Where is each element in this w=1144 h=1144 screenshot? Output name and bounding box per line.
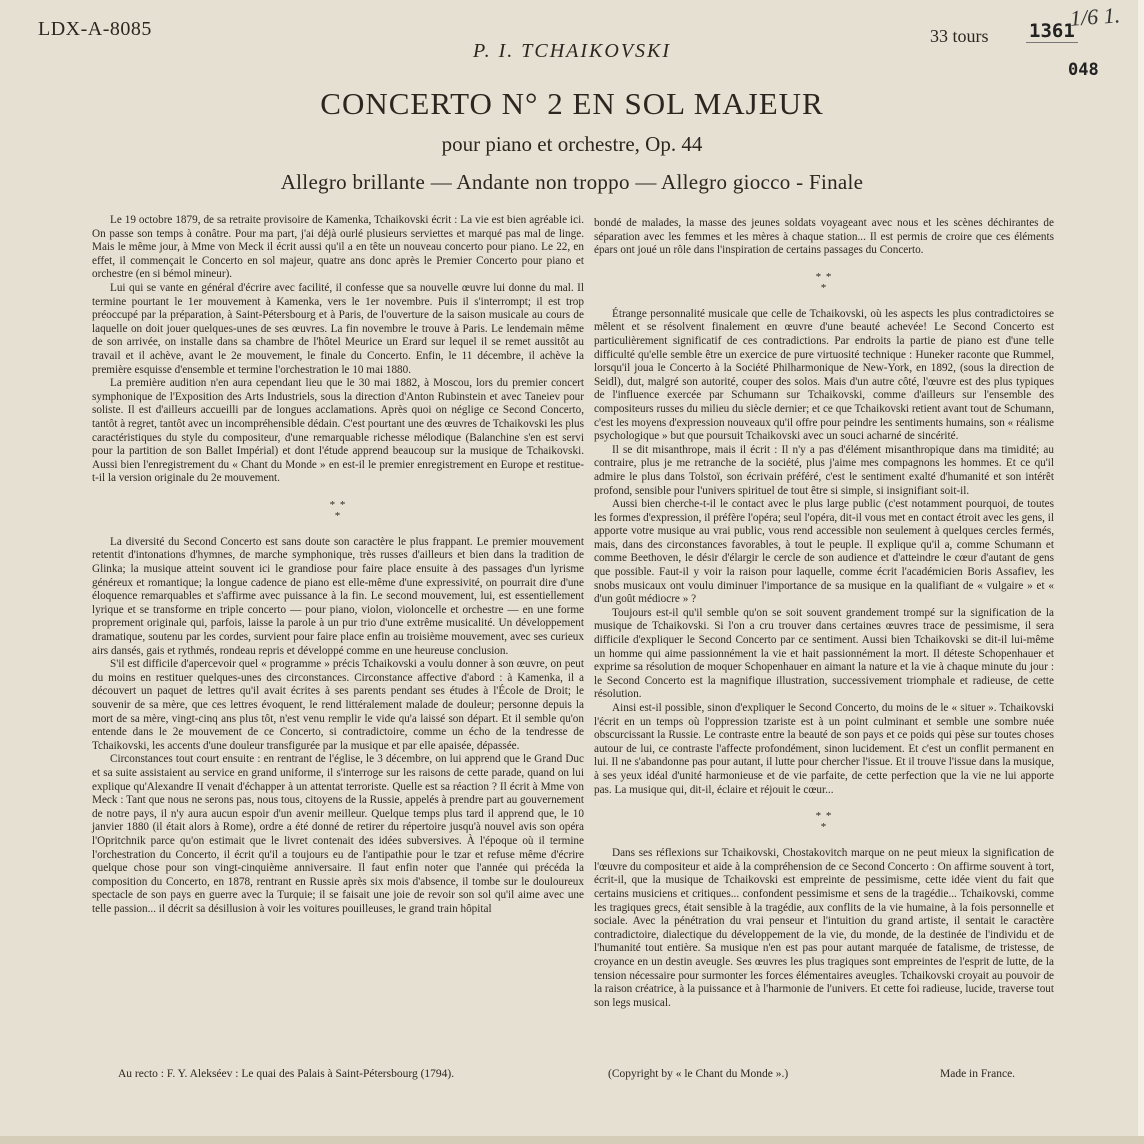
- section-separator: * * *: [815, 810, 833, 834]
- paragraph: Lui qui se vante en général d'écrire avec facilité, il confesse que sa nouvelle œuvre lui donne du mal. Il termine pourtant le 1er mouvement à Kamenka, vers le 1er novembre. Puis il s'interrompt; il est trop préoccupé par la préparation, à Saint-Pétersbourg et à Paris, de l'ouverture de la saison musicale au cours de laquelle on doit jouer quelques-unes de ses œuvres. La fin novembre le trouve à Paris. Le lendemain même de son arrivée, on installe dans sa chambre de l'hôtel Meurice un Erard sur lequel il se remet aussitôt au travail et il achève, avant le 2e mouvement, le finale du Concerto. Enfin, le 11 décembre, il achève la première esquisse d'ensemble et termine l'orchestration le 10 mai 1880.: [92, 281, 584, 376]
- liner-notes-left-column: [92, 214, 584, 917]
- composer-name: P. I. TCHAIKOVSKI: [472, 40, 672, 62]
- paragraph: Dans ses réflexions sur Tchaikovski, Chostakovitch marque on ne peut mieux la signification de l'œuvre du compositeur et aide à la compréhension de ce Second Concerto : On affirme souvent à tort, écrit-il, que la musique de Tchaikovski est empreinte de pessimisme, cette idée vient du fait que certains musiciens et critiques... confondent pessimisme et sens de la tragédie... Tchaikovski, comme les tragiques grecs, était sensible à la tragédie, aux conflits de la vie humaine, à la fois personnelle et sociale. Avec la pénétration du vrai penseur et l'intuition du grand artiste, il sentait le caractère contradictoire, dialectique du développement de la vie, du monde, de la destinée de l'individu et de l'humanité tout entière. Sa musique n'en est pas pour autant marquée de fatalisme, de tristesse, de croyance en un destin aveugle. Ses œuvres les plus tragiques sont empreintes de l'esprit de lutte, de la tension nécessaire pour surmonter les forces élémentaires aveugles. Tchaikovski croyait au pouvoir de la raison créatrice, à la puissance et à l'harmonie de l'univers. Et cette foi radieuse, lucide, traverse tout son legs musical.: [594, 847, 1054, 1009]
- copyright-notice: (Copyright by « le Chant du Monde ».): [608, 1068, 789, 1080]
- paragraph: La première audition n'en aura cependant lieu que le 30 mai 1882, à Moscou, lors du premier concert symphonique de l'Exposition des Arts Industriels, sous la direction d'Anton Rubinstein et avec Taneiev pour soliste. Il est d'ailleurs accueilli par de longues acclamations. Après quoi on néglige ce Second Concerto, tantôt à regret, tantôt avec un incompréhensible dédain. C'est pourtant une des œuvres de Tchaikovski les plus caractéristiques du style du compositeur, d'une remarquable richesse mélodique (Balanchine s'en est servi pour la partition de son Ballet Impérial) et dont l'étude apprend beaucoup sur la musique de Tchaikovski. Aussi bien l'enregistrement du « Chant du Monde » en est-il le premier enregistrement en Europe et restitue-t-il la version originale du 2e mouvement.: [92, 377, 584, 485]
- paragraph: Toujours est-il qu'il semble qu'on se soit souvent grandement trompé sur la signification de la musique de Tchaikovski. Si l'on a cru trouver dans certaines œuvres trace de pessimisme, il sera difficile d'expliquer le Second Concerto par ce sentiment. Aussi bien Tchaikovski se dit-il lui-même un homme qui aime passionnément la vie et hait passionnément la mort. Il déteste Schopenhauer et exprime sa résolution de moquer Schopenhauer en aimant la nature et la vie à chaque minute du jour : le Second Concerto est la magnifique illustration, successivement triomphale et radieuse, de cette résolution.: [594, 606, 1054, 701]
- liner-notes-right-column: [594, 217, 1054, 1010]
- work-subtitle: pour piano et orchestre, Op. 44: [441, 132, 703, 156]
- record-speed: 33 tours: [930, 26, 989, 46]
- paragraph: S'il est difficile d'apercevoir quel « programme » précis Tchaikovski a voulu donner à son œuvre, on peut du moins en restituer quelques-unes des circonstances. Circonstance affective d'abord : à Kamenka, il a découvert un paquet de lettres qu'il avait écrites à ses parents pendant ses études à l'École de Droit; le souvenir de sa mère, que ces lettres évoquent, le rend littéralement malade de douleur; personne depuis la mort de sa mère, vingt-cinq ans plus tôt, n'est venu remplir le vide qu'a laissé son départ. Et il semble qu'on entende dans le 2e mouvement de ce Concerto, si contradictoire, comme un écho de la tendresse de Tchaikovski, les accents d'une douleur transfigurée par la musique et par elle apaisée, dépassée.: [92, 658, 584, 752]
- paragraph: bondé de malades, la masse des jeunes soldats voyageant avec nous et les scènes déchirantes de séparation avec les femmes et les mères à chaque station... Il est permis de croire que ces éléments épars ont joué un rôle dans l'inspiration de certains passages du Concerto.: [594, 217, 1054, 257]
- inventory-stamp-top: 1361: [1026, 20, 1078, 43]
- paragraph: Le 19 octobre 1879, de sa retraite provisoire de Kamenka, Tchaikovski écrit : La vie est bien agréable ici. On passe son temps à conâtre. Pour ma part, j'ai déjà ourlé plusieurs serviettes et marqué pas mal de linge. Mais le même jour, à Mme von Meck il écrit aussi qu'il a en tête un nouveau concerto pour piano. Le 22, en effet, il commençait le Concerto en sol majeur, quatre ans donc après le Premier Concerto pour piano et orchestre (en si bémol mineur).: [92, 214, 584, 281]
- paragraph: Ainsi est-il possible, sinon d'expliquer le Second Concerto, du moins de le « situer ». Tchaikovski l'écrit en un temps où l'oppression tzariste est à un point culminant et semble une sombre nuée obscurcissant la Russie. Le contraste entre la beauté de son pays et ce poids qui pèse sur toutes choses autour de lui, ce contraste l'affecte profondément, sinon lucidement. Et c'est un conflit permanent en lui. Il ne s'abandonne pas pour autant, il lutte pour chercher l'issue. Et il trouve l'issue dans la musique, à ses yeux idéal d'unité harmonieuse et de vie parfaite, de cette perfection que la vie ne lui apporte pas. La musique qui, dit-il, éclaire et réjouit le cœur...: [594, 702, 1054, 796]
- handwritten-note: 1/6 1.: [1069, 2, 1121, 31]
- section-separator: * * *: [815, 270, 833, 294]
- catalog-number: LDX-A-8085: [38, 18, 152, 40]
- movements-list: Allegro brillante — Andante non troppo — Allegro giocco - Finale: [280, 170, 864, 194]
- section-separator: * * *: [329, 498, 347, 522]
- paragraph: La diversité du Second Concerto est sans doute son caractère le plus frappant. Le premier mouvement retentit d'intonations d'hymnes, de marche symphonique, très russes d'ailleurs et bien dans la tradition de Glinka; la musique atteint souvent ici le grandiose pour faire place ensuite à des passages d'un lyrisme généreux et romantique; la longue cadence de piano est elle-même d'une expressivité, on pourrait dire d'une éloquence remarquables et s'affirme avec puissance à la fin. Le second mouvement, lui, est essentiellement lyrique et se transforme en triple concerto — pour piano, violon, violoncelle et orchestre — en une forme proprement originale qui, parfois, laisse la parole à un pur trio d'une extrême musicalité. Un développement dramatique, soutenu par les cordes, survient pour faire place enfin au troisième mouvement, avec ses curieux airs dansés, gais et rythmés, rondeau repris et développé comme en une heureuse conclusion.: [92, 535, 584, 657]
- cover-credit: Au recto : F. Y. Alekséev : Le quai des Palais à Saint-Pétersbourg (1794).: [118, 1068, 455, 1080]
- inventory-stamp-bottom: 048: [1068, 60, 1099, 80]
- made-in: Made in France.: [940, 1068, 1016, 1080]
- paragraph: Aussi bien cherche-t-il le contact avec le plus large public (c'est notamment pourquoi, de toutes les formes d'expression, il préfère l'opéra; seul l'opéra, dit-il vous met en contact étroit avec les gens, il apporte votre musique au vrai public, vous rend accessible non seulement à quelques cercles fermés, mais, dans des circonstances favorables, à tout le peuple. Il explique qu'il a, comme Schumann et comme Beethoven, le désir d'élargir le cercle de son audience et d'atteindre le cœur d'autant de gens que possible. Faut-il y voir la raison pour laquelle, comme écrit l'académicien Boris Assafiev, les snobs musicaux ont voulu diminuer l'importance de sa musique en la qualifiant de « vulgaire » et « d'un goût médiocre » ?: [594, 498, 1054, 606]
- paragraph: Circonstances tout court ensuite : en rentrant de l'église, le 3 décembre, on lui apprend que le Grand Duc et sa suite assistaient au service en grand uniforme, il s'interroge sur les raisons de cette parade, quand on lui explique qu'Alexandre II venait d'échapper à un attentat terroriste. Quelle est sa réaction ? Il écrit à Mme von Meck : Tant que nous ne serons pas, nous tous, citoyens de la Russie, appelés à prendre part au gouvernement de notre pays, il n'y aura aucun espoir d'un avenir meilleur. Quelque temps plus tard il apprend que, le 10 janvier 1880 (il était alors à Rome), ordre a été donné de retirer du répertoire jusqu'à nouvel avis son opéra l'Opritchnik parce qu'on estimait que le livret contenait des idées subversives. À l'époque où il termine l'orchestration du Concerto, il écrit qu'il a toujours eu de l'antipathie pour le tzar et refuse même d'écrire quelque chose pour son vingt-cinquième anniversaire. Il faut enfin noter que l'année qui précéda la composition du Concerto, en 1878, rentrant en Russie après six mois d'absence, il tombe sur le douloureux spectacle de son pays en guerre avec la Turquie; il se faisait une joie de revoir son sol qu'il aime avec une telle passion... il décrit sa désillusion à voir les voitures pouilleuses, le grand train hôpital: [92, 753, 584, 915]
- paragraph: Étrange personnalité musicale que celle de Tchaikovski, où les aspects les plus contradictoires se mêlent et se résolvent finalement en œuvre d'une beauté achevée! Le Second Concerto est particulièrement significatif de ces contradictions. Par endroits la partie de piano est d'une telle difficulté qu'elle semble être un exercice de pure virtuosité technique : Huneker raconte que Rummel, lorsqu'il joua le Concerto à la Société Philharmonique de New-York, en 1892, (sous la direction de Seidl), dut, malgré son autorité, couper des solos. Mais d'un autre côté, l'œuvre est des plus typiques de l'influence exercée par Schumann sur Tchaikovski, comme d'ailleurs sur l'ensemble des compositeurs russes du milieu du siècle dernier; et ce que Tchaikovski retient avant tout de Schumann, c'est les moyens d'expression nouveaux qu'il offre pour peindre les sentiments humains, son « réalisme psychologique » but que poursuit Tchaikovski avec un souci acharné de sincérité.: [594, 307, 1054, 443]
- sleeve-edge-bottom: [0, 1136, 1144, 1144]
- work-title: CONCERTO N° 2 EN SOL MAJEUR: [320, 86, 824, 121]
- paragraph: Il se dit misanthrope, mais il écrit : Il n'y a pas d'élément misanthropique dans ma timidité; au contraire, plus je me retranche de la société, plus j'aime mes compagnons les hommes. Et ce qu'il admire le plus dans Tolstoï, son écrivain préféré, c'est le sentiment exalté d'humanité et son intérêt profond, sensible pour l'univers spirituel de tout être si simple, si insignifiant soit-il.: [594, 443, 1054, 497]
